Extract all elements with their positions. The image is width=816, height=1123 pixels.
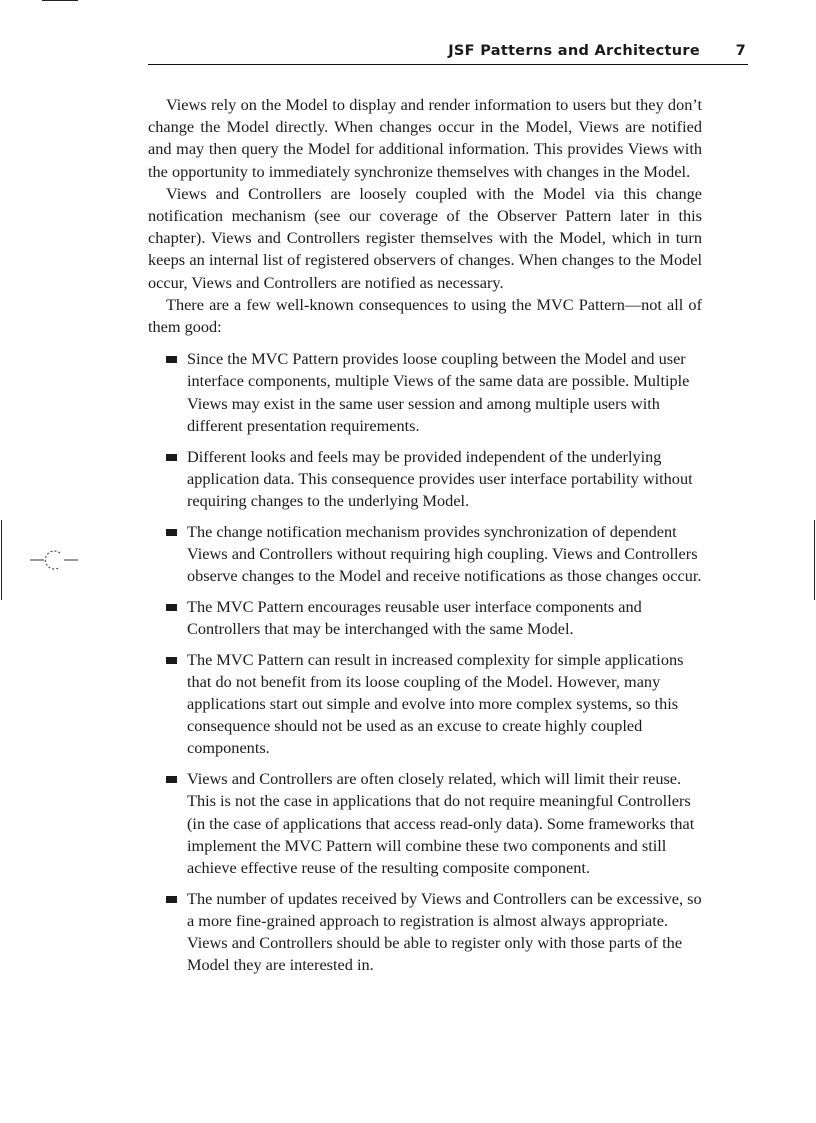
list-item-text: The MVC Pattern can result in increased complexity for simple applications that do not benefit from its loose coupling of the Model. However, many applications start out simple and evolve into more complex systems, so this consequence should not be used as an excuse to create highly coupled components. [187,649,684,758]
list-item-text: The MVC Pattern encourages reusable user interface components and Controllers that may be interchanged with the same Model. [187,596,642,638]
square-bullet-icon [166,604,177,611]
paragraph: Views rely on the Model to display and render information to users but they don’t change the Model directly. When changes occur in the Model, Views are notified and may then query the Model for additional information. This provides Views with the opportunity to immediately synchronize themselves with changes in the Model. [148,95,702,181]
registration-mark-icon [30,548,78,572]
square-bullet-icon [166,529,177,536]
paragraph: There are a few well-known consequences to using the MVC Pattern—not all of them good: [148,294,702,337]
consequences-list [148,348,702,976]
list-item [148,649,702,760]
list-item [148,596,702,640]
list-item [148,446,702,513]
paragraph: Views and Controllers are loosely coupled with the Model via this change notification mechanism (see our coverage of the Observer Pattern later in this chapter). Views and Controllers register themselves with the Model, which in turn keeps an internal list of registered observers of changes. When changes to the Model occur, Views and Controllers are notified as necessary. [148,183,702,292]
square-bullet-icon [166,454,177,461]
list-item-text: The change notification mechanism provides synchronization of dependent Views and Controllers without requiring high coupling. Views and Controllers observe changes to the Model and receive notifications as those changes occur. [187,521,702,586]
list-item-text: The number of updates received by Views and Controllers can be excessive, so a more fine-grained approach to registration is almost always appropriate. Views and Controllers should be able to register only with those parts of the Model they are interested in. [187,888,702,975]
crop-mark-top [42,0,78,1]
crop-mark-right [814,520,815,600]
square-bullet-icon [166,776,177,783]
running-header [148,40,748,65]
list-item [148,521,702,588]
list-item [148,888,702,977]
list-item-text: Since the MVC Pattern provides loose coupling between the Model and user interface components, multiple Views of the same data are possible. Multiple Views may exist in the same user session and among multiple users with different presentation requirements. [187,349,690,435]
list-item-text: Different looks and feels may be provided independent of the underlying application data. This consequence provides user interface portability without requiring changes to the underlying Model. [187,446,693,510]
list-item-text: Views and Controllers are often closely related, which will limit their reuse. This is not the case in applications that do not require meaningful Controllers (in the case of applications that access read-only data). Some frameworks that implement the MVC Pattern will combine these two components and still achieve effective reuse of the resulting composite component. [187,769,695,877]
page-number: 7 [735,43,746,59]
page-body [148,94,702,985]
crop-mark-left [1,520,2,600]
list-item [148,348,702,437]
chapter-title: JSF Patterns and Architecture [448,43,700,59]
square-bullet-icon [166,657,177,664]
square-bullet-icon [166,896,177,903]
square-bullet-icon [166,356,177,363]
list-item [148,768,702,879]
